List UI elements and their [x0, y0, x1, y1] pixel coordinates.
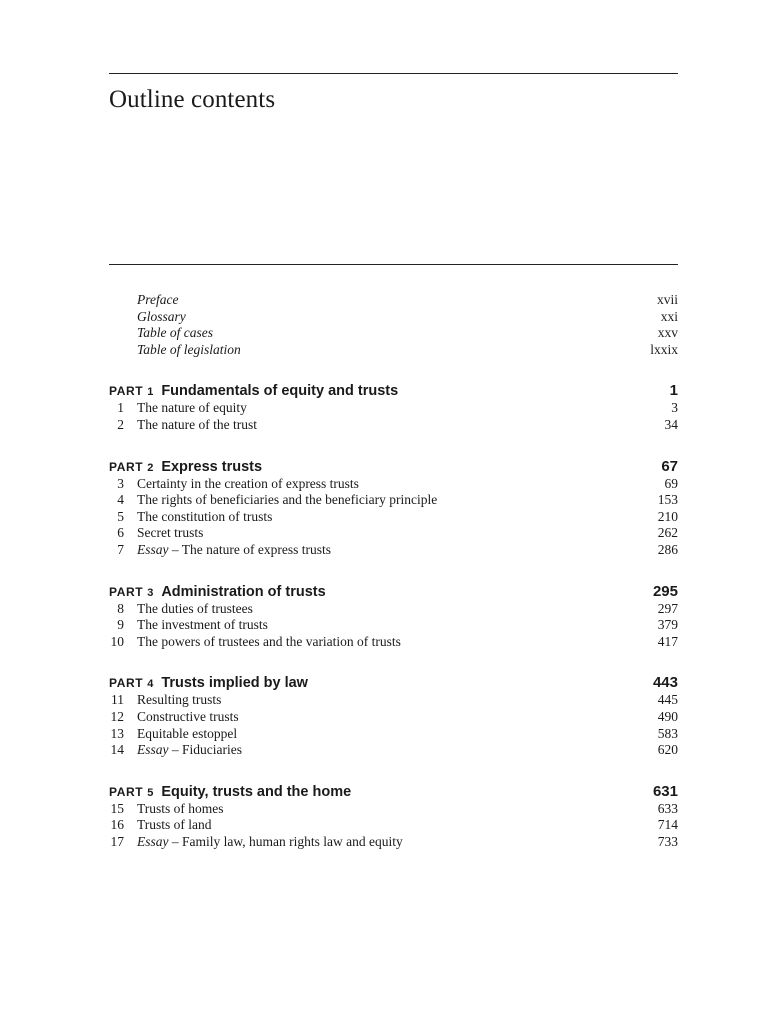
chapter-title-text: Secret trusts: [137, 525, 204, 541]
chapter-title-text: The constitution of trusts: [137, 508, 273, 524]
front-matter-item[interactable]: [109, 342, 678, 359]
page-number: 262: [657, 525, 678, 541]
page-number: 379: [657, 617, 678, 633]
chapter-title-text: The nature of the trust: [137, 416, 257, 432]
part-title: Express trusts: [161, 458, 263, 475]
page-number: 633: [657, 800, 678, 816]
chapter-title: [137, 509, 658, 526]
essay-label: Essay: [137, 833, 169, 849]
chapter-title-text: Equitable estoppel: [137, 725, 238, 741]
chapter-title: [137, 525, 658, 542]
chapter-number: 12: [110, 708, 124, 724]
part-label: PART: [109, 459, 144, 474]
front-matter-item[interactable]: [109, 325, 678, 342]
page-number: 620: [657, 742, 678, 758]
chapter-title-text: The duties of trustees: [137, 600, 253, 616]
chapter-number: 10: [110, 633, 124, 649]
chapter-title: [137, 726, 658, 743]
front-matter-label: Glossary: [137, 308, 186, 324]
chapter-title-text: Trusts of land: [137, 817, 212, 833]
chapter-item[interactable]: [109, 542, 678, 559]
part-title: Fundamentals of equity and trusts: [161, 383, 399, 400]
chapter-title-text: – Fiduciaries: [168, 742, 242, 758]
front-matter-item[interactable]: [109, 309, 678, 326]
page-number: 733: [657, 833, 678, 849]
page-number: xxi: [660, 308, 678, 324]
chapter-item[interactable]: [109, 834, 678, 851]
page-number: 297: [657, 600, 678, 616]
chapter-item[interactable]: [109, 709, 678, 726]
chapter-item[interactable]: [109, 617, 678, 634]
page-number: xxv: [657, 325, 678, 341]
chapter-number: 4: [117, 492, 124, 508]
chapter-title: [137, 400, 671, 417]
part-page-number: 1: [669, 382, 678, 400]
chapter-title-text: The rights of beneficiaries and the beneficiary principle: [137, 492, 438, 508]
page-number: lxxix: [650, 341, 678, 357]
essay-label: Essay: [137, 541, 169, 557]
part-heading[interactable]: [109, 381, 678, 400]
chapter-title: [137, 542, 658, 559]
chapter-item[interactable]: [109, 817, 678, 834]
part-title: Trusts implied by law: [161, 675, 308, 692]
chapter-item[interactable]: [109, 742, 678, 759]
chapter-title: [137, 617, 658, 634]
chapter-number: 17: [110, 833, 124, 849]
chapter-item[interactable]: [109, 601, 678, 618]
chapter-number: 5: [117, 508, 124, 524]
chapter-number: 9: [117, 617, 124, 633]
chapter-title-text: – Family law, human rights law and equity: [168, 833, 403, 849]
page-number: 210: [657, 508, 678, 524]
page-number: 34: [664, 416, 678, 432]
chapter-title-text: The investment of trusts: [137, 617, 268, 633]
front-matter-label: Table of cases: [137, 325, 214, 341]
chapter-title-text: The nature of equity: [137, 400, 247, 416]
front-matter-list: [109, 292, 678, 358]
chapter-title-text: The powers of trustees and the variation of trusts: [137, 633, 401, 649]
chapter-number: 15: [110, 800, 124, 816]
top-rule: [109, 73, 678, 74]
part-heading[interactable]: [109, 457, 678, 476]
part-section: [109, 673, 678, 758]
page-number: xvii: [656, 292, 678, 307]
chapter-item[interactable]: [109, 634, 678, 651]
chapter-title: [137, 817, 658, 834]
part-label: PART: [109, 784, 144, 799]
chapter-number: 3: [117, 475, 124, 491]
page-number: 69: [664, 475, 678, 491]
chapter-title-text: Resulting trusts: [137, 692, 222, 708]
section-rule: [109, 264, 678, 265]
chapter-number: 13: [110, 725, 124, 741]
page-number: 3: [671, 400, 678, 416]
chapter-title-text: Constructive trusts: [137, 708, 239, 724]
part-section: [109, 582, 678, 651]
page-number: 714: [657, 817, 678, 833]
chapter-title: [137, 476, 665, 493]
chapter-item[interactable]: [109, 476, 678, 493]
part-title: Equity, trusts and the home: [161, 783, 352, 800]
chapter-number: 8: [117, 600, 124, 616]
part-page-number: 67: [661, 457, 678, 475]
part-number: 2: [147, 461, 154, 474]
chapter-number: 1: [117, 400, 124, 416]
part-page-number: 631: [652, 782, 678, 800]
part-page-number: 443: [652, 674, 678, 692]
essay-label: Essay: [137, 742, 169, 758]
page-number: 417: [657, 633, 678, 649]
page-number: 445: [657, 692, 678, 708]
chapter-title: [137, 709, 658, 726]
chapter-title: [137, 601, 658, 618]
chapter-title: [137, 801, 658, 818]
chapter-item[interactable]: [109, 726, 678, 743]
page-number: 490: [657, 708, 678, 724]
chapter-item[interactable]: [109, 692, 678, 709]
chapter-title: [137, 634, 658, 651]
chapter-number: 14: [110, 742, 124, 758]
chapter-title-text: – The nature of express trusts: [168, 541, 331, 557]
part-heading[interactable]: [109, 582, 678, 601]
chapter-number: 11: [111, 692, 124, 708]
chapter-item[interactable]: [109, 492, 678, 509]
chapter-item[interactable]: [109, 801, 678, 818]
chapter-title: [137, 834, 658, 851]
front-matter-label: Preface: [137, 292, 179, 307]
page-number: 583: [657, 725, 678, 741]
part-heading[interactable]: [109, 782, 678, 801]
chapter-item[interactable]: [109, 525, 678, 542]
chapter-item[interactable]: [109, 400, 678, 417]
part-section: [109, 782, 678, 851]
part-number: 5: [147, 786, 154, 799]
parts-list: [109, 381, 678, 850]
part-label: PART: [109, 584, 144, 599]
chapter-number: 16: [110, 817, 124, 833]
part-label: PART: [109, 384, 144, 399]
page-title: Outline contents: [109, 86, 276, 113]
part-number: 1: [147, 386, 154, 399]
part-number: 4: [147, 678, 154, 691]
chapter-title: [137, 492, 658, 509]
part-section: [109, 381, 678, 433]
part-heading[interactable]: [109, 673, 678, 692]
chapter-number: 2: [117, 416, 124, 432]
chapter-number: 7: [117, 541, 124, 557]
part-label: PART: [109, 676, 144, 691]
part-number: 3: [147, 586, 154, 599]
chapter-title: [137, 417, 665, 434]
chapter-title: [137, 692, 658, 709]
page-number: 286: [657, 541, 678, 557]
chapter-title: [137, 742, 658, 759]
front-matter-item[interactable]: [109, 292, 678, 309]
table-of-contents: [109, 292, 678, 873]
chapter-title-text: Trusts of homes: [137, 800, 224, 816]
chapter-title-text: Certainty in the creation of express trusts: [137, 475, 359, 491]
front-matter-label: Table of legislation: [137, 341, 241, 357]
page-number: 153: [657, 492, 678, 508]
part-section: [109, 457, 678, 559]
chapter-item[interactable]: [109, 417, 678, 434]
part-page-number: 295: [652, 582, 678, 600]
chapter-number: 6: [117, 525, 124, 541]
chapter-item[interactable]: [109, 509, 678, 526]
part-title: Administration of trusts: [161, 583, 326, 600]
